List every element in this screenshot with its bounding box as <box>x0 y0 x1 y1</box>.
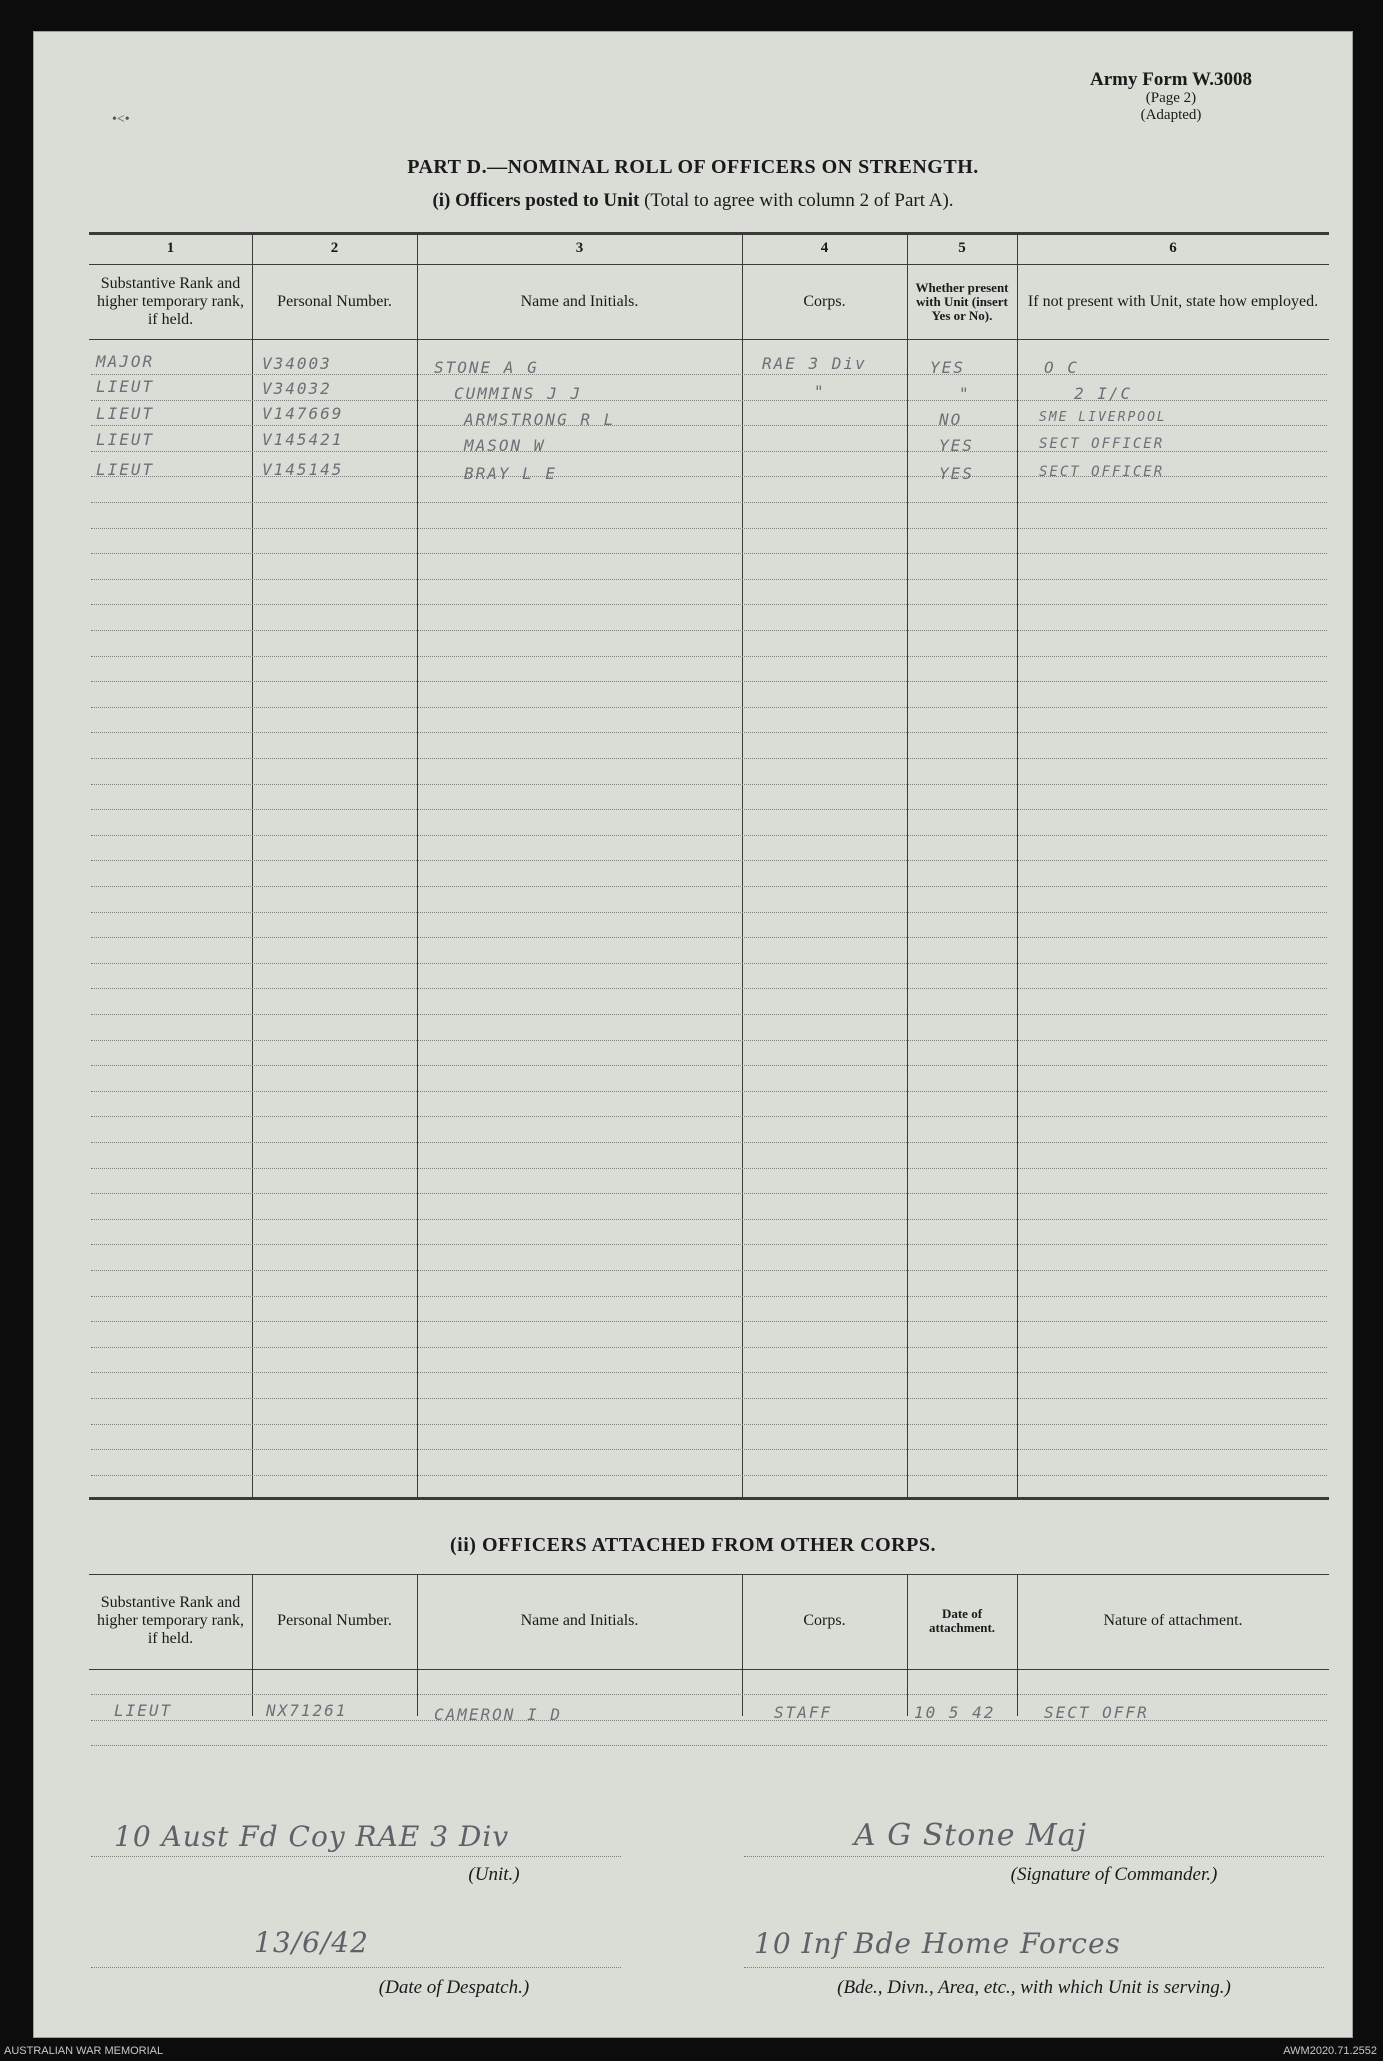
row-personal-number: V145421 <box>262 430 344 449</box>
attached-header-date: Date of attachment. <box>928 1606 996 1635</box>
header-name: Name and Initials. <box>520 293 639 310</box>
ruled-row <box>91 1321 1327 1322</box>
despatch-date-line <box>91 1967 621 1968</box>
ruled-row <box>91 1091 1327 1092</box>
ruled-row <box>91 1014 1327 1015</box>
row-present: NO <box>939 410 963 429</box>
row-corps: " <box>814 382 826 401</box>
part-d-subheading <box>34 190 1352 212</box>
row-name: ARMSTRONG R L <box>464 410 616 429</box>
part-ii-heading: (ii) OFFICERS ATTACHED FROM OTHER CORPS. <box>450 1534 936 1556</box>
row-personal-number: V147669 <box>262 404 344 423</box>
ruled-row <box>91 1745 1327 1746</box>
col-number-6: 6 <box>1169 240 1177 256</box>
ruled-row <box>91 1449 1327 1450</box>
ruled-row <box>91 1193 1327 1194</box>
ruled-row <box>91 732 1327 733</box>
header-personal-number: Personal Number. <box>277 293 392 310</box>
ruled-row <box>91 1040 1327 1041</box>
ruled-row <box>91 502 1327 503</box>
part-d-divider-3 <box>742 234 743 1498</box>
part-d-subheading-rest: (Total to agree with column 2 of Part A). <box>639 190 954 211</box>
part-d-divider-2 <box>417 234 418 1498</box>
ruled-row <box>91 835 1327 836</box>
col-number-1: 1 <box>166 240 175 256</box>
row-rank: LIEUT <box>96 460 155 479</box>
row-employment: SECT OFFICER <box>1039 436 1165 452</box>
ruled-row <box>91 1065 1327 1066</box>
unit-value: 10 Aust Fd Coy RAE 3 Div <box>114 1820 510 1853</box>
row-corps: STAFF <box>774 1703 833 1722</box>
ruled-row <box>91 1296 1327 1297</box>
row-personal-number: NX71261 <box>266 1701 348 1720</box>
despatch-date-value: 13/6/42 <box>254 1926 369 1959</box>
header-rank: Substantive Rank and higher temporary rank, if held. <box>96 275 245 328</box>
ruled-row <box>91 963 1327 964</box>
row-name: CUMMINS J J <box>454 384 582 403</box>
row-present: YES <box>939 464 974 483</box>
row-name: BRAY L E <box>464 464 558 483</box>
ruled-row <box>91 553 1327 554</box>
row-present: YES <box>930 358 965 377</box>
unit-line <box>91 1856 621 1857</box>
row-present: YES <box>939 436 974 455</box>
col-number-2: 2 <box>330 240 339 256</box>
ruled-row <box>91 988 1327 989</box>
row-present: " <box>959 384 971 403</box>
form-title: Army Form W.3008 <box>1089 69 1252 90</box>
part-d-heading: PART D.—NOMINAL ROLL OF OFFICERS ON STRENGTH. <box>407 156 979 178</box>
ruled-row <box>91 630 1327 631</box>
header-present: Whether present with Unit (insert Yes or No). <box>915 280 1009 323</box>
ruled-row <box>91 1142 1327 1143</box>
attached-header-personal-number: Personal Number. <box>277 1612 392 1629</box>
ruled-row <box>91 400 1327 401</box>
row-employment: SME LIVERPOOL <box>1039 410 1167 425</box>
ruled-row <box>91 1424 1327 1425</box>
part-ii-header-rule <box>89 1669 1329 1670</box>
row-personal-number: V145145 <box>262 460 344 479</box>
ruled-row <box>91 1475 1327 1476</box>
row-nature: SECT OFFR <box>1044 1703 1149 1722</box>
row-employment: 2 I/C <box>1074 384 1133 403</box>
row-rank: LIEUT <box>96 377 155 396</box>
part-d-subheading-bold: (i) Officers posted to Unit <box>432 190 640 211</box>
ruled-row <box>91 656 1327 657</box>
attached-header-corps: Corps. <box>803 1612 846 1629</box>
ruled-row <box>91 528 1327 529</box>
row-rank: LIEUT <box>114 1701 173 1720</box>
ruled-row <box>91 1347 1327 1348</box>
row-name: MASON W <box>464 436 546 455</box>
credit-reference: AWM2020.71.2552 <box>1283 2045 1377 2057</box>
row-rank: LIEUT <box>96 430 155 449</box>
part-d-divider-5 <box>1017 234 1018 1498</box>
pencil-mark: •<• <box>112 112 130 127</box>
form-identifier <box>1090 70 1252 124</box>
serving-line <box>744 1967 1324 1968</box>
row-employment: O C <box>1044 358 1079 377</box>
ruled-row <box>91 1116 1327 1117</box>
row-rank: LIEUT <box>96 404 155 423</box>
ruled-row <box>91 1244 1327 1245</box>
part-d-header-rule <box>89 339 1329 340</box>
part-d-divider-1 <box>252 234 253 1498</box>
part-d-top-rule <box>89 232 1329 235</box>
row-personal-number: V34032 <box>262 379 332 398</box>
ruled-row <box>91 604 1327 605</box>
credit-institution: AUSTRALIAN WAR MEMORIAL <box>4 2045 164 2057</box>
ruled-row <box>91 912 1327 913</box>
ruled-row <box>91 707 1327 708</box>
ruled-row <box>91 886 1327 887</box>
row-personal-number: V34003 <box>262 354 332 373</box>
row-name: STONE A G <box>434 358 539 377</box>
ruled-row <box>91 425 1327 426</box>
ruled-row <box>91 1694 1327 1695</box>
row-rank: MAJOR <box>96 352 155 371</box>
attached-header-name: Name and Initials. <box>520 1612 639 1629</box>
despatch-date-label: (Date of Despatch.) <box>378 1977 530 1998</box>
ruled-row <box>91 681 1327 682</box>
ruled-row <box>91 1270 1327 1271</box>
part-d-number-rule <box>89 264 1329 265</box>
col-number-5: 5 <box>958 240 966 256</box>
form-page-number: (Page 2) <box>1145 90 1197 106</box>
form-adapted-note: (Adapted) <box>1140 107 1202 123</box>
unit-label: (Unit.) <box>468 1864 520 1885</box>
serving-label: (Bde., Divn., Area, etc., with which Unit is serving.) <box>837 1977 1231 1998</box>
row-date: 10 5 42 <box>914 1703 996 1722</box>
signature-line <box>744 1856 1324 1857</box>
ruled-row <box>91 1372 1327 1373</box>
row-employment: SECT OFFICER <box>1039 464 1165 480</box>
ruled-row <box>91 1168 1327 1169</box>
col-number-3: 3 <box>575 240 584 256</box>
part-d-divider-4 <box>907 234 908 1498</box>
attached-header-nature: Nature of attachment. <box>1103 1612 1243 1629</box>
part-ii-top-rule <box>89 1574 1329 1575</box>
header-employment: If not present with Unit, state how employed. <box>1027 293 1319 310</box>
header-corps: Corps. <box>803 293 846 310</box>
commander-signature: A G Stone Maj <box>854 1818 1087 1853</box>
row-corps: RAE 3 Div <box>762 354 867 373</box>
signature-label: (Signature of Commander.) <box>1010 1864 1218 1885</box>
ruled-row <box>91 860 1327 861</box>
row-name: CAMERON I D <box>434 1705 562 1724</box>
ruled-row <box>91 809 1327 810</box>
part-d-bottom-rule <box>89 1497 1329 1500</box>
ruled-row <box>91 579 1327 580</box>
col-number-4: 4 <box>820 240 829 256</box>
attached-header-rank: Substantive Rank and higher temporary rank, if held. <box>96 1594 245 1647</box>
ruled-row <box>91 758 1327 759</box>
ruled-row <box>91 374 1327 375</box>
ruled-row <box>91 1219 1327 1220</box>
ruled-row <box>91 937 1327 938</box>
form-page <box>33 31 1353 2038</box>
ruled-row <box>91 784 1327 785</box>
ruled-row <box>91 1398 1327 1399</box>
serving-value: 10 Inf Bde Home Forces <box>754 1927 1121 1960</box>
